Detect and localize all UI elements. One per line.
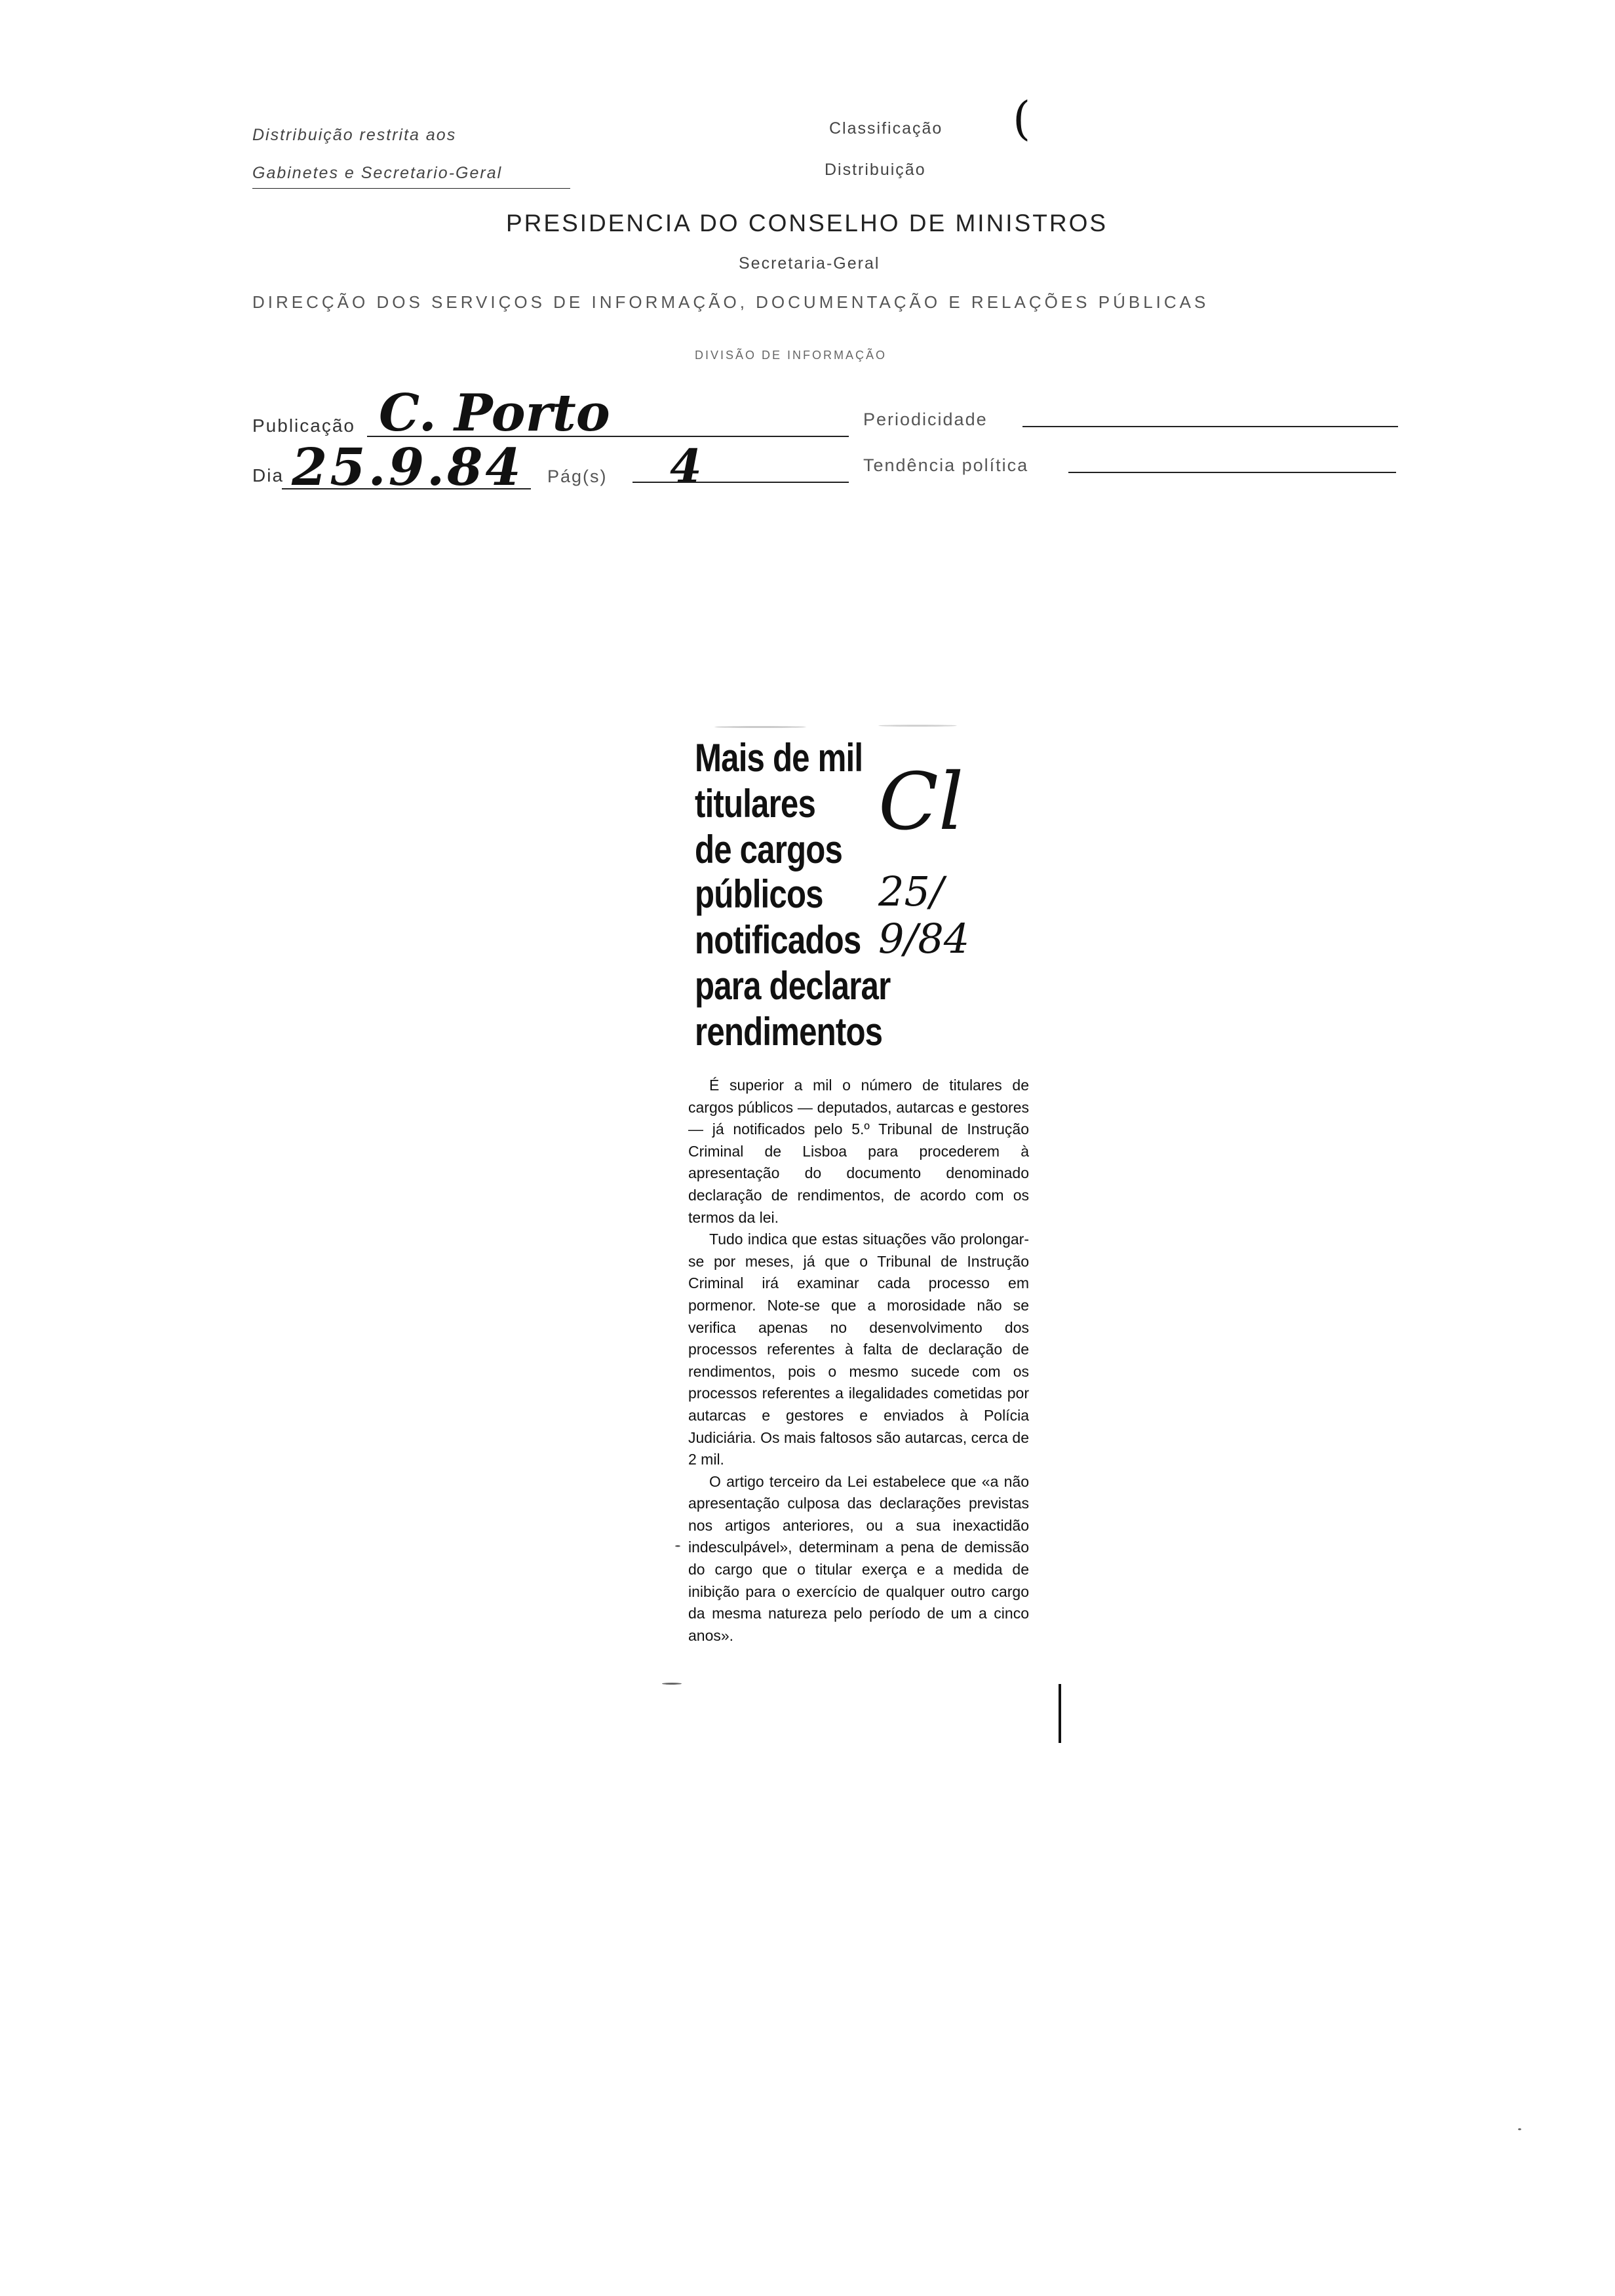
- periodicity-label: Periodicidade: [863, 410, 988, 429]
- publication-underline: [367, 436, 849, 437]
- pages-value: 4: [670, 439, 702, 493]
- headline-line-3: de cargos: [695, 828, 843, 871]
- classification-mark: (: [1013, 92, 1031, 145]
- header-residue-mark: [714, 726, 806, 728]
- headline-line-7: rendimentos: [695, 1010, 883, 1054]
- margin-tick-mark: [675, 1545, 680, 1547]
- distribution-label: Distribuição: [825, 161, 926, 179]
- day-label: Dia: [252, 465, 284, 486]
- scan-speck: [1518, 2128, 1521, 2130]
- org-subtitle: Secretaria-Geral: [739, 254, 880, 273]
- headline-line-5: notificados: [695, 918, 861, 962]
- periodicity-underline: [1022, 426, 1398, 427]
- headline-line-6: para declarar: [695, 964, 891, 1008]
- margin-bracket-mark: [1059, 1684, 1061, 1743]
- headline-line-1: Mais de mil: [695, 736, 863, 780]
- article-paragraph: É superior a mil o número de titulares de cargos públicos — deputados, autarcas e gestores — já notificados pelo 5.º Tribunal de Instrução Criminal de Lisboa para procederem à apresentação do documento denominado declaração de rendimentos, de acordo com os termos da lei.: [688, 1077, 1029, 1226]
- margin-tick-mark: [662, 1683, 682, 1685]
- article-paragraph: O artigo terceiro da Lei estabelece que «a não apresentação culposa das declarações previstas nos artigos anteriores, ou a sua inexactidão indesculpável», determinam a pena de demissão do cargo que o titular exerça e a medida de inibição para o exercício de qualquer outro cargo da mesma natureza pelo período de um a cinco anos».: [688, 1472, 1029, 1644]
- day-value: 25.9.84: [292, 438, 524, 497]
- pages-label: Pág(s): [547, 467, 608, 486]
- headline-line-4: públicos: [695, 872, 823, 916]
- margin-note-initials: Cl: [878, 757, 964, 848]
- pages-underline: [632, 482, 849, 483]
- classification-label: Classificação: [829, 119, 943, 138]
- distribution-underline: [252, 188, 570, 189]
- org-title: PRESIDENCIA DO CONSELHO DE MINISTROS: [506, 210, 1108, 237]
- newspaper-clipping: [682, 721, 1049, 1808]
- article-paragraph: Tudo indica que estas situações vão prolongar-se por meses, já que o Tribunal de Instrução Criminal irá examinar cada processo em pormenor. Note-se que a morosidade não se verifica apenas no desenvolvimento dos processos referentes à falta de declaração de rendimentos, pois o mesmo sucede com os processos referentes a ilegalidades cometidas por autarcas e gestores e enviados à Polícia Judiciária. Os mais faltosos são autarcas, cerca de 2 mil.: [688, 1231, 1029, 1468]
- tendency-underline: [1068, 472, 1396, 473]
- publication-value: C. Porto: [379, 383, 610, 443]
- article-body: [688, 1075, 1029, 1647]
- headline-line-2: titulares: [695, 782, 816, 826]
- header-residue-mark: [878, 725, 957, 727]
- division-line: DIVISÃO DE INFORMAÇÃO: [695, 349, 887, 362]
- directorate-line: DIRECÇÃO DOS SERVIÇOS DE INFORMAÇÃO, DOCUMENTAÇÃO E RELAÇÕES PÚBLICAS: [252, 292, 1209, 312]
- distribution-line-2: Gabinetes e Secretario-Geral: [252, 164, 503, 182]
- tendency-label: Tendência política: [863, 455, 1029, 475]
- day-underline: [282, 488, 531, 489]
- distribution-line-1: Distribuição restrita aos: [252, 126, 457, 144]
- publication-label: Publicação: [252, 415, 355, 436]
- margin-note-date: 25/9/84: [878, 868, 970, 963]
